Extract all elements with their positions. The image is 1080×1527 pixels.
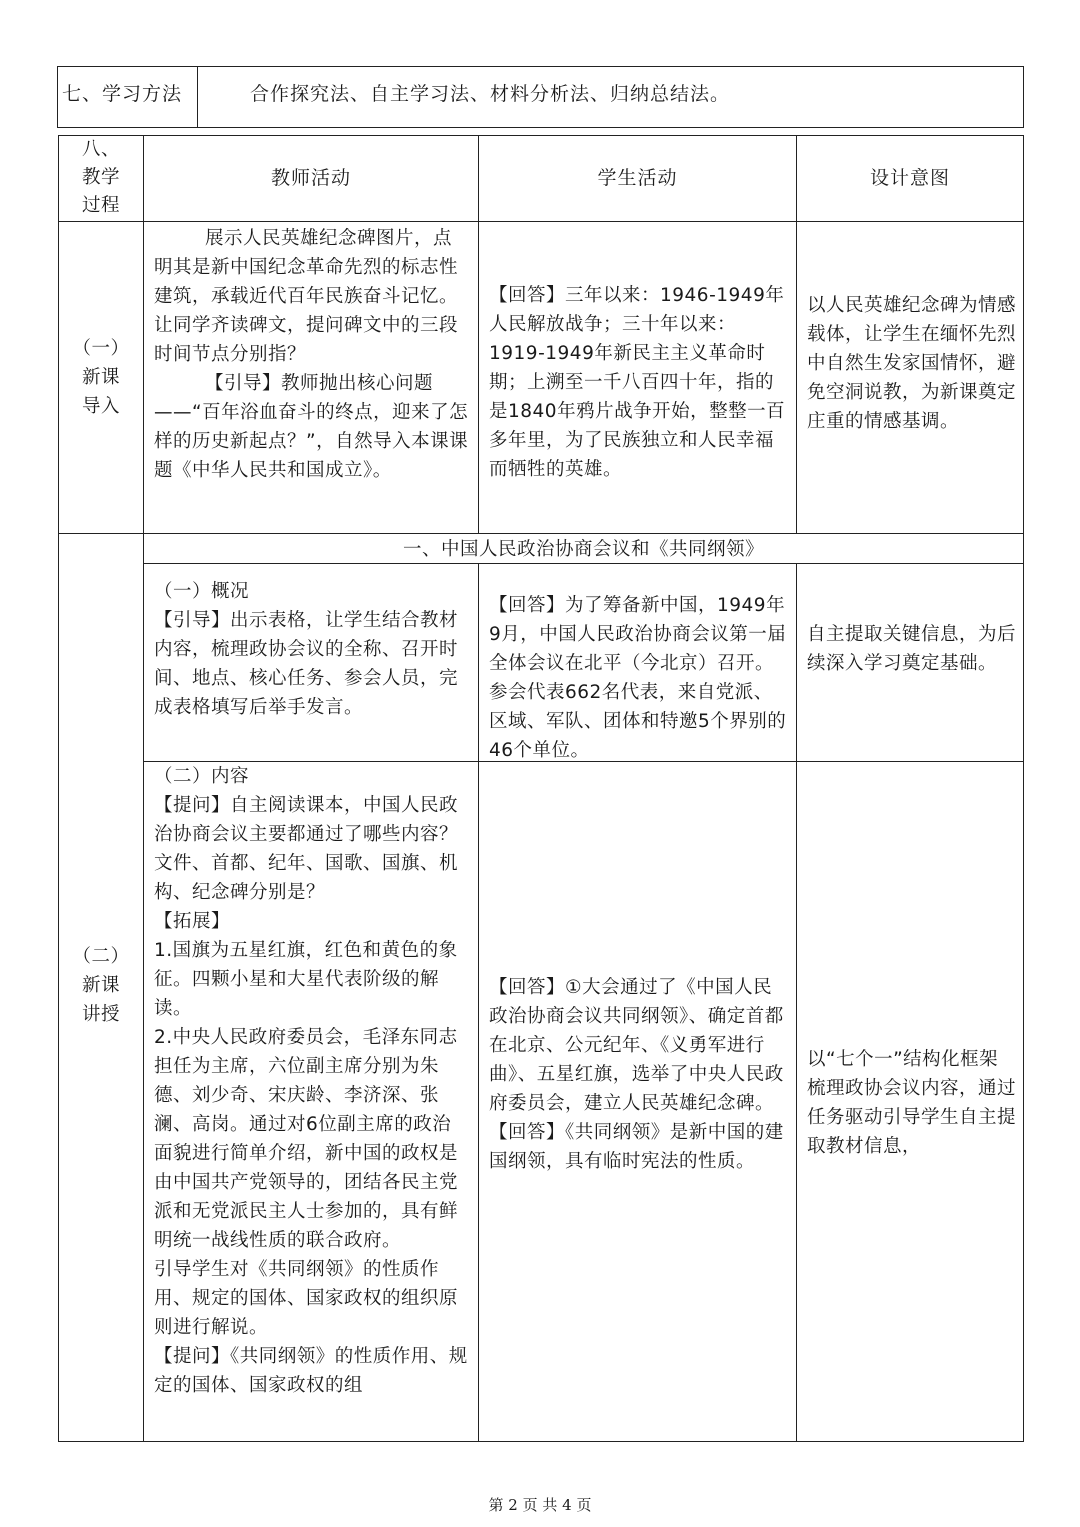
intro-teacher-activity: 展示人民英雄纪念碑图片，点明其是新中国纪念革命先烈的标志性建筑，承载近代百年民族奋斗记忆。让同学齐读碑文，提问碑文中的三段时间节点分别指？ 【引导】教师抛出核心问题——“百年浴血奋斗的终点，迎来了怎样的历史新起点？”，自然导入本课课题《中华人民共和国成立》。 [154,228,469,481]
intro-label: （一） 新课 导入 [72,338,130,417]
intro-student-activity: 【回答】三年以来：1946-1949年人民解放战争；三十年以来：1919-1949年新民主主义革命时期；上溯至一千八百四十年，指的是1840年鸦片战争开始，整整一百多年里，为了民族独立和人民幸福而牺牲的英雄。 [489,285,786,480]
lecture-row2-teacher-activity: （二）内容 【提问】自主阅读课本，中国人民政治协商会议主要都通过了哪些内容？ 文件、首都、纪年、国歌、国旗、机构、纪念碑分别是？ 【拓展】 1.国旗为五星红旗，红色和黄色的象征。四颗小星和大星代表阶级的解读。 2.中央人民政府委员会，毛泽东同志担任为主席，六位副主席分别为朱德、刘少奇、宋庆龄、李济深、张澜、高岗。通过对6位副主席的政治面貌进行简单介绍，新中国的政权是由中国共产党领导的，团结各民主党派和无党派民主人士参加的，具有鲜明统一战线性质的联合政府。 引导学生对《共同纲领》的性质作用、规定的国体、国家政权的组织原则进行解说。 【提问】《共同纲领》的性质作用、规定的国体、国家政权的组 [154,766,468,1396]
lecture-row2-design-intent: 以“七个一”结构化框架梳理政协会议内容，通过任务驱动引导学生自主提取教材信息， [807,1049,1017,1157]
header-student-activity: 学生活动 [597,167,678,189]
header-teaching-process: 八、 教学 过程 [81,139,120,216]
methods-label: 七、学习方法 [62,83,183,105]
page-number: 第 2 页 共 4 页 [488,1496,592,1514]
header-design-intent: 设计意图 [869,167,950,189]
lecture-row1-teacher-activity: （一）概况 【引导】出示表格，让学生结合教材内容，梳理政协会议的全称、召开时间、地点、核心任务、参会人员，完成表格填写后举手发言。 [154,581,459,718]
lecture-row1-student-activity: 【回答】为了筹备新中国，1949年9月，中国人民政治协商会议第一届全体会议在北平（今北京）召开。参会代表662名代表，来自党派、区域、军队、团体和特邀5个界别的46个单位。 [489,595,787,761]
intro-design-intent: 以人民英雄纪念碑为情感载体，让学生在缅怀先烈中自然生发家国情怀，避免空洞说教，为新课奠定庄重的情感基调。 [807,295,1017,432]
methods-value: 合作探究法、自主学习法、材料分析法、归纳总结法。 [250,83,731,105]
lecture-section-title: 一、中国人民政治协商会议和《共同纲领》 [402,539,764,560]
lecture-row2-student-activity: 【回答】①大会通过了《中国人民政治协商会议共同纲领》、确定首都在北京、公元纪年、《义勇军进行曲》、五星红旗，选举了中央人民政府委员会，建立人民英雄纪念碑。 【回答】《共同纲领》是新中国的建国纲领，具有临时宪法的性质。 [489,977,784,1172]
lecture-label: （二） 新课 讲授 [72,946,130,1025]
header-teacher-activity: 教师活动 [270,167,351,189]
lecture-row1-design-intent: 自主提取关键信息，为后续深入学习奠定基础。 [807,624,1017,674]
